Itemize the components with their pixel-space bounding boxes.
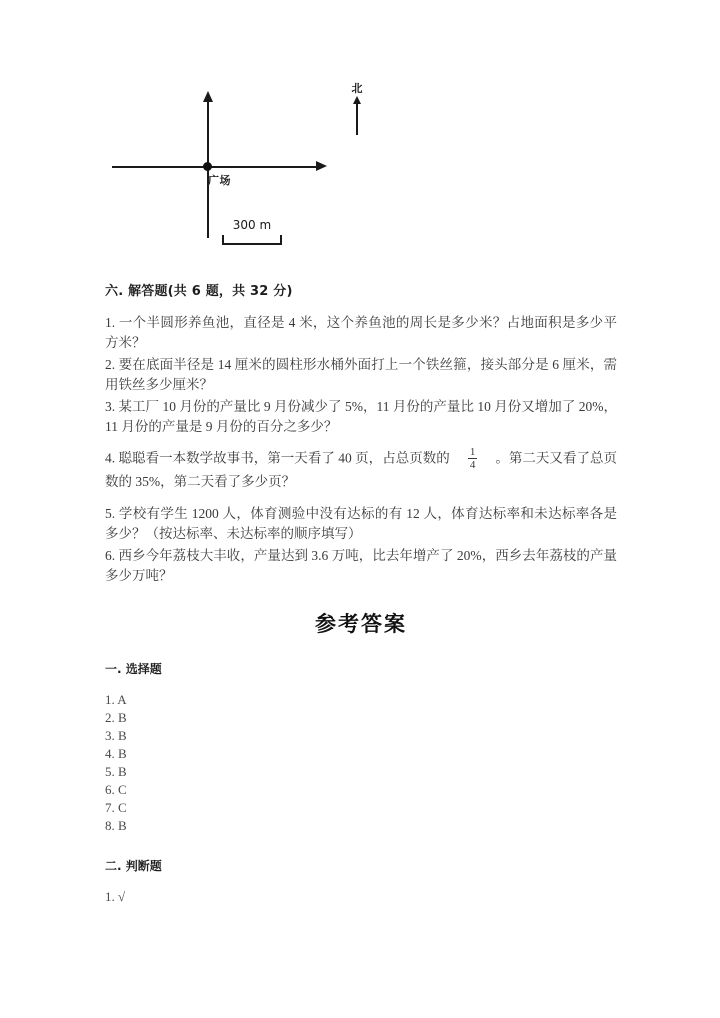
answer-item: 6. C — [105, 782, 127, 797]
question-item: 1. 一个半圆形养鱼池，直径是 4 米，这个养鱼池的周长是多少米？占地面积是多少平方米？ — [105, 315, 617, 350]
answer-item: 3. B — [105, 728, 127, 743]
scale-label: 300 m — [232, 218, 272, 232]
question4-text-part2: 。第二天又看了总页数的 35%，第二天看了多少页？ — [105, 450, 618, 489]
answer-list-choice — [105, 691, 617, 835]
question-item: 2. 要在底面半径是 14 厘米的圆柱形水桶外面打上一个铁丝箍，接头部分是 6 厘米，需用铁丝多少厘米？ — [105, 357, 617, 392]
fraction-numerator: 1 — [469, 446, 476, 458]
origin-point-marker — [203, 162, 212, 171]
scale-bar-group — [218, 218, 286, 245]
question-item: 3. 某工厂 10 月份的产量比 9 月份减少了 5%，11 月份的产量比 10 月份又增加了 20%，11 月份的产量是 9 月份的百分之多少？ — [105, 399, 617, 434]
answer-item: 4. B — [105, 746, 127, 761]
section-heading-six: 六. 解答题(共 6 题，共 32 分) — [105, 284, 293, 299]
answer-section-heading-one: 一. 选择题 — [105, 662, 162, 676]
fraction-denominator: 4 — [469, 459, 476, 471]
scale-bar-icon — [222, 235, 282, 245]
question-item: 6. 西乡今年荔枝大丰收，产量达到 3.6 万吨，比去年增产了 20%，西乡去年荔枝的产量多少万吨？ — [105, 548, 617, 583]
question4-text-part1: 4. 聪聪看一本数学故事书，第一天看了 40 页，占总页数的 — [105, 450, 450, 466]
answer-item: 5. B — [105, 764, 127, 779]
question-item-with-fraction — [105, 447, 617, 492]
fraction-one-quarter — [468, 446, 478, 471]
answer-item: 8. B — [105, 818, 127, 833]
answer-item: 7. C — [105, 800, 127, 815]
plaza-label: 广场 — [208, 174, 231, 187]
question-item: 5. 学校有学生 1200 人，体育测验中没有达标的有 12 人，体育达标率和未达标率各是多少？（按达标率、未达标率的顺序填写） — [105, 506, 617, 541]
answer-list-truefalse — [105, 888, 617, 906]
horizontal-axis-line — [112, 166, 318, 168]
document-content — [105, 280, 617, 928]
north-label: 北 — [351, 82, 363, 95]
answer-key-title: 参考答案 — [315, 612, 407, 636]
north-arrow-icon — [353, 96, 361, 104]
answer-item: 1. √ — [105, 889, 126, 904]
horizontal-axis-arrow-icon — [316, 161, 327, 171]
answer-section-heading-two: 二. 判断题 — [105, 859, 162, 873]
answer-item: 2. B — [105, 710, 127, 725]
answer-item: 1. A — [105, 692, 127, 707]
coordinate-map-diagram — [100, 70, 400, 260]
vertical-axis-arrow-icon — [203, 91, 213, 102]
north-arrow-stem — [356, 104, 358, 135]
north-indicator — [340, 82, 374, 135]
